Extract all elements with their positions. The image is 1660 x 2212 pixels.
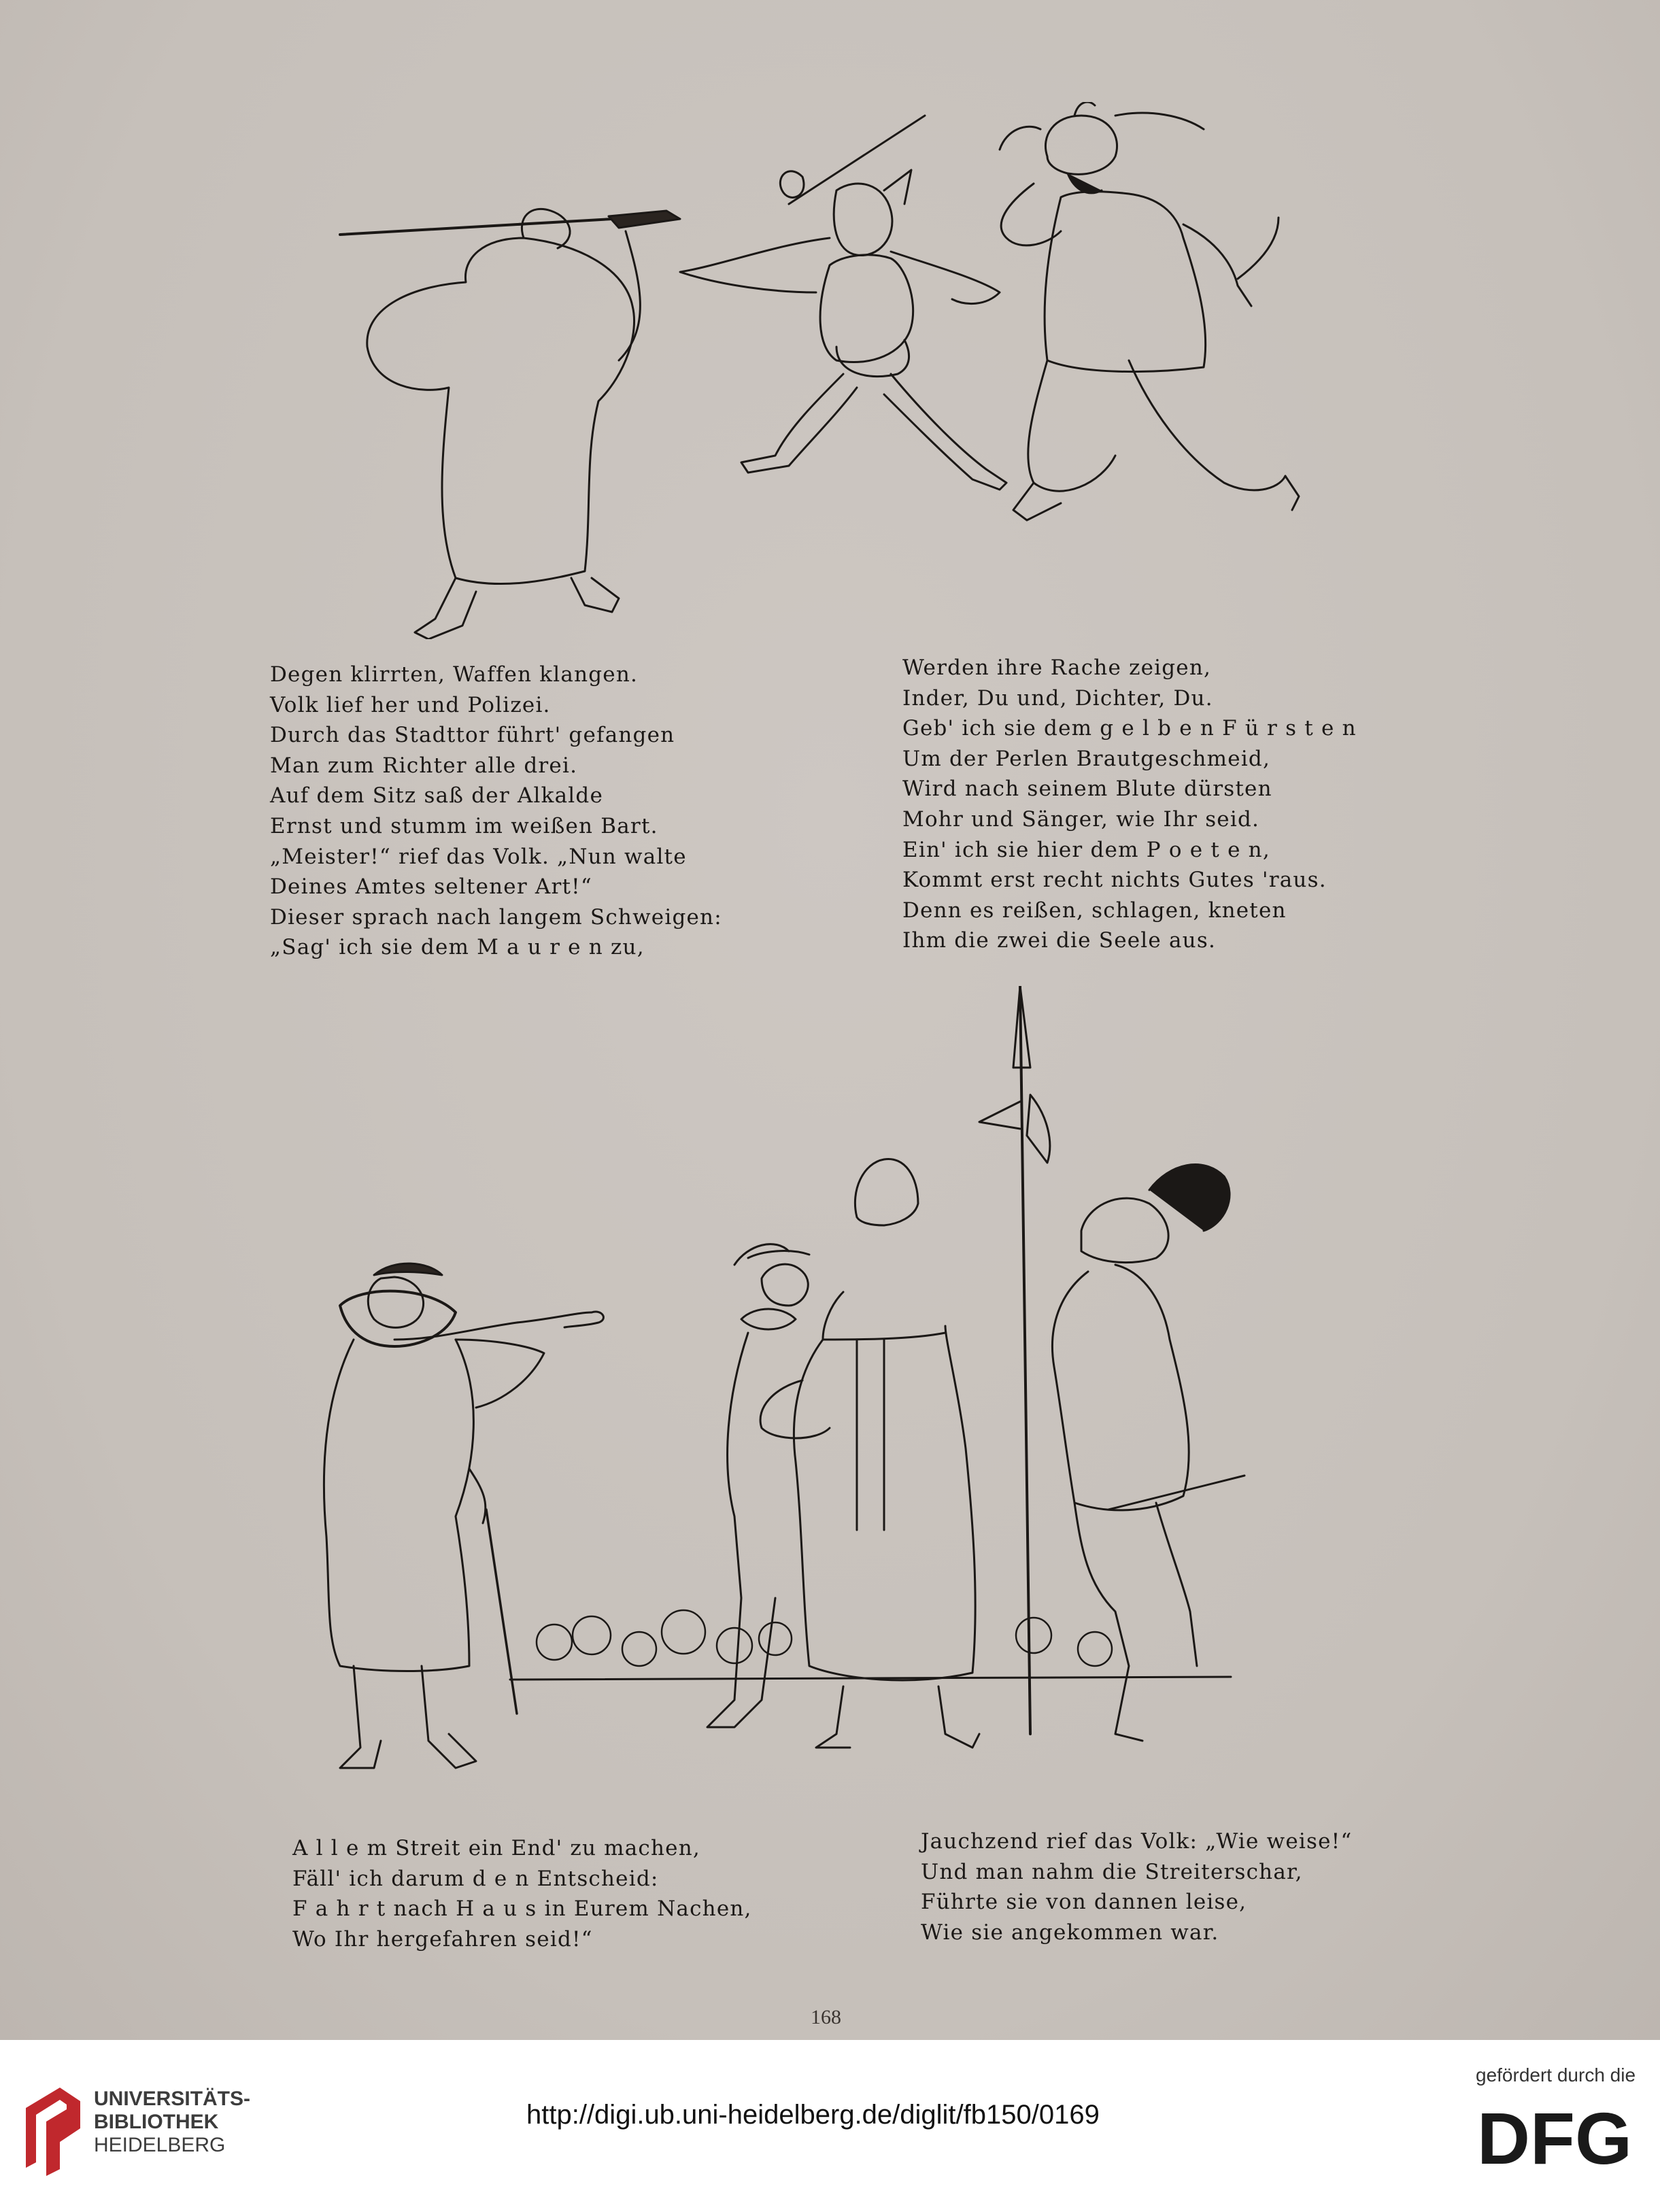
verse-line: Volk lief her und Polizei. — [270, 692, 551, 717]
footer-bar — [0, 2040, 1660, 2212]
verse-line: Man zum Richter alle drei. — [270, 753, 578, 778]
verse-line: Fäll' ich darum d e n Entscheid: — [292, 1866, 659, 1891]
verse-line: A l l e m Streit ein End' zu machen, — [292, 1836, 700, 1860]
verse-line: Mohr und Sänger, wie Ihr seid. — [902, 806, 1260, 832]
verse-line: Wo Ihr hergefahren seid!“ — [292, 1926, 593, 1952]
illustration-judgement-scene — [299, 986, 1360, 1788]
verse-line: Denn es reißen, schlagen, kneten — [902, 898, 1287, 923]
verse-line: Deines Amtes seltener Art!“ — [270, 874, 592, 900]
verse-line: „Meister!“ rief das Volk. „Nun walte — [270, 844, 687, 869]
verse-line: Führte sie von dannen leise, — [921, 1890, 1247, 1915]
page-number: 168 — [811, 2006, 841, 2028]
verse-line: Werden ihre Rache zeigen, — [902, 656, 1212, 680]
verse-line: Dieser sprach nach langem Schweigen: — [270, 904, 722, 930]
library-name — [94, 2088, 250, 2157]
verse-line: Wie sie angekommen war. — [921, 1920, 1219, 1945]
dfg-logo[interactable] — [1477, 2101, 1647, 2176]
verse-line: F a h r t nach H a u s in Eurem Nachen, — [292, 1896, 752, 1922]
verse-line: Degen klirrten, Waffen klangen. — [270, 662, 639, 687]
verse-block-left-2 — [292, 1833, 752, 1954]
verse-line: „Sag' ich sie dem M a u r e n zu, — [270, 935, 645, 960]
verse-block-right-2 — [921, 1826, 1352, 1947]
ub-heidelberg-logo-icon[interactable] — [19, 2081, 87, 2176]
verse-line: Ihm die zwei die Seele aus. — [902, 928, 1217, 953]
illustration-sword-fight — [299, 102, 1346, 639]
library-line-2: BIBLIOTHEK — [94, 2111, 219, 2133]
permalink-url[interactable]: http://digi.ub.uni-heidelberg.de/diglit/fb150/0169 — [526, 2100, 1100, 2130]
verse-line: Um der Perlen Brautgeschmeid, — [902, 746, 1271, 771]
funded-by-label: gefördert durch die — [1476, 2064, 1636, 2086]
dfg-logo-text: DFG — [1477, 2101, 1632, 2176]
verse-line: Geb' ich sie dem g e l b e n F ü r s t e n — [902, 716, 1357, 741]
library-line-3: HEIDELBERG — [94, 2134, 226, 2156]
verse-line: Auf dem Sitz saß der Alkalde — [270, 783, 604, 809]
verse-line: Wird nach seinem Blute dürsten — [902, 777, 1272, 802]
verse-line: Jauchzend rief das Volk: „Wie weise!“ — [921, 1829, 1353, 1854]
verse-block-right-1 — [902, 653, 1357, 956]
library-line-1: UNIVERSITÄTS- — [94, 2088, 251, 2110]
verse-line: Inder, Du und, Dichter, Du. — [902, 685, 1213, 711]
verse-line: Kommt erst recht nichts Gutes 'raus. — [902, 868, 1327, 893]
verse-block-left-1 — [270, 660, 722, 963]
verse-line: Durch das Stadttor führt' gefangen — [270, 723, 675, 748]
verse-line: Ernst und stumm im weißen Bart. — [270, 813, 658, 838]
verse-line: Ein' ich sie hier dem P o e t e n, — [902, 837, 1270, 862]
verse-line: Und man nahm die Streiterschar, — [921, 1859, 1303, 1884]
